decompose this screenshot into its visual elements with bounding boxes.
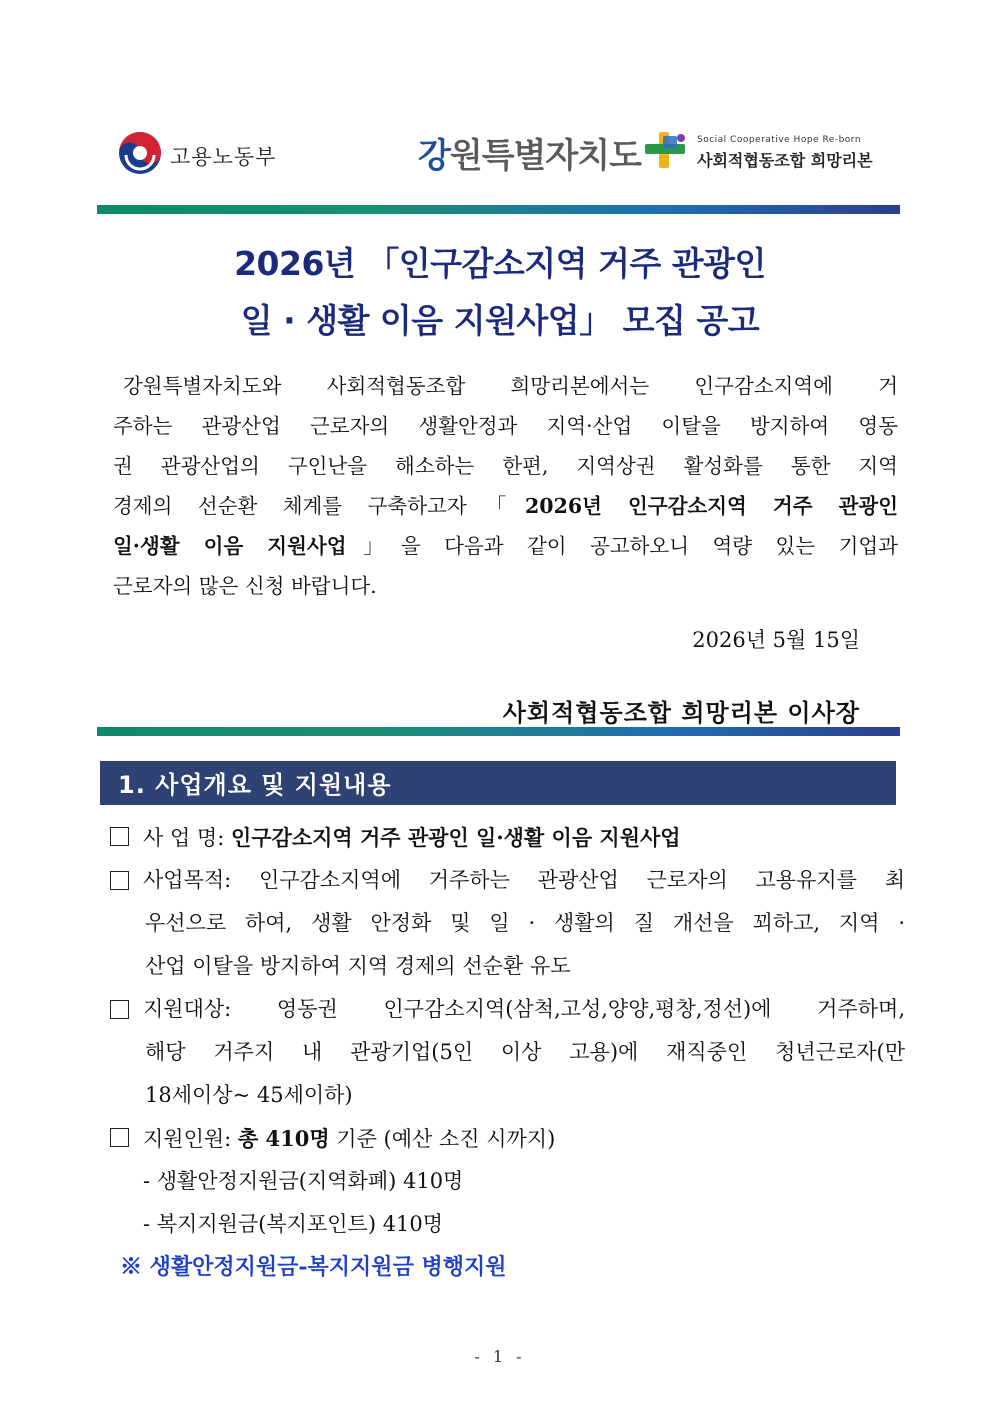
moel-emblem-icon xyxy=(118,131,162,175)
intro-line: 강원특별자치도와 사회적협동조합 희망리본에서는 인구감소지역에 거 xyxy=(123,374,898,398)
item-text: 사업목적: 인구감소지역에 거주하는 관광산업 근로자의 고용유지를 최 xyxy=(143,868,905,892)
top-divider xyxy=(97,205,900,214)
coop-emblem-icon xyxy=(643,130,691,170)
gangwon-logo-text xyxy=(418,128,641,177)
item-target xyxy=(110,988,905,1117)
item-count xyxy=(110,1117,555,1161)
note-text: ※ 생활안정지원금-복지지원금 병행지원 xyxy=(120,1254,507,1280)
item-text: 18세이상~ 45세이하) xyxy=(145,1083,353,1107)
sub-item: - 생활안정지원금(지역화폐) 410명 xyxy=(143,1169,464,1193)
title-line-2: 일 · 생활 이음 지원사업」 모집 공고 xyxy=(240,301,760,340)
checkbox-icon xyxy=(110,1128,129,1147)
moel-logo xyxy=(118,131,162,175)
intro-text: 경제의 선순환 체계를 구축하고자「 xyxy=(113,494,526,518)
item-text: 우선으로 하여, 생활 안정화 및 일 · 생활의 질 개선을 꾀하고, 지역 · xyxy=(145,911,905,935)
item-purpose xyxy=(110,859,905,988)
intro-line: 주하는 관광산업 근로자의 생활안정과 지역·산업 이탈을 방지하여 영동 xyxy=(113,414,898,438)
section-title: 1. 사업개요 및 지원내용 xyxy=(118,771,392,799)
checkbox-icon xyxy=(110,1000,129,1019)
sub-item: - 복지지원금(복지포인트) 410명 xyxy=(143,1212,444,1236)
intro-line xyxy=(113,486,898,526)
organization-signature: 사회적협동조합 희망리본 이사장 xyxy=(502,698,860,727)
checkbox-icon xyxy=(110,871,129,890)
title-line-1: 2026년 「인구감소지역 거주 관광인 xyxy=(234,244,766,283)
intro-line: 근로자의 많은 신청 바랍니다. xyxy=(113,574,377,598)
intro-line xyxy=(113,526,898,566)
item-value: 총 410명 xyxy=(237,1126,330,1151)
announcement-date: 2026년 5월 15일 xyxy=(692,628,860,652)
item-label: 사 업 명: xyxy=(143,826,231,850)
intro-paragraph xyxy=(113,366,898,606)
item-text: 해당 거주지 내 관광기업(5인 이상 고용)에 재직중인 청년근로자(만 xyxy=(145,1040,905,1064)
page-number: - 1 - xyxy=(474,1347,526,1366)
item-label: 지원인원: xyxy=(143,1127,238,1151)
coop-logo xyxy=(643,130,691,170)
item-value: 인구감소지역 거주 관광인 일·생활 이음 지원사업 xyxy=(230,825,681,850)
item-text: 기준 (예산 소진 시까지) xyxy=(329,1127,556,1151)
coop-logo-english: Social Cooperative Hope Re-born xyxy=(697,135,862,145)
intro-highlight: 2026년 인구감소지역 거주 관광인 xyxy=(525,494,898,518)
intro-highlight: 일·생활 이음 지원사업 xyxy=(113,534,347,558)
gangwon-logo-rest: 원특별자치도 xyxy=(449,136,641,176)
mid-divider xyxy=(97,727,900,736)
item-business-name xyxy=(110,816,681,860)
item-text: 산업 이탈을 방지하여 지역 경제의 선순환 유도 xyxy=(145,954,571,978)
checkbox-icon xyxy=(110,827,129,846)
coop-logo-korean: 사회적협동조합 희망리본 xyxy=(697,151,873,170)
intro-text: 」을 다음과 같이 공고하오니 역량 있는 기업과 xyxy=(346,534,898,558)
gangwon-logo-prefix: 강 xyxy=(418,136,450,176)
intro-line: 권 관광산업의 구인난을 해소하는 한편, 지역상권 활성화를 통한 지역 xyxy=(113,454,898,478)
item-text: 지원대상: 영동권 인구감소지역(삼척,고성,양양,평창,정선)에 거주하며, xyxy=(143,997,905,1021)
moel-logo-text: 고용노동부 xyxy=(170,145,277,169)
